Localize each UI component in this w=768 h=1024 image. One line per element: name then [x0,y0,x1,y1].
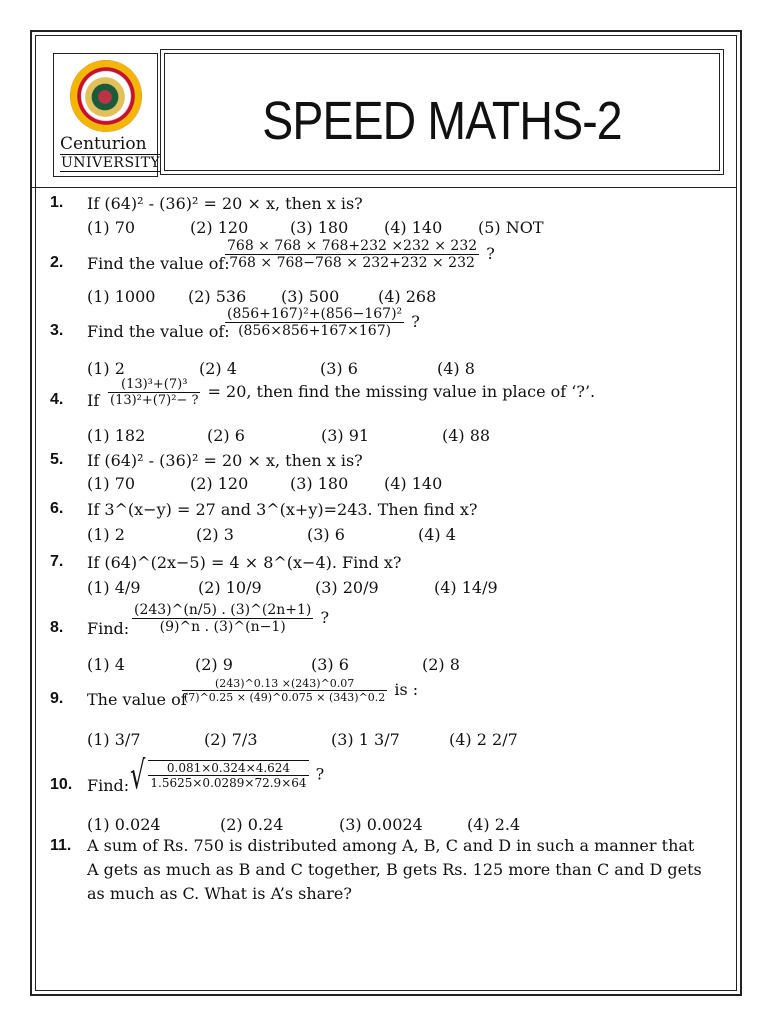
option: (2) 10/9 [198,578,262,597]
denominator: 1.5625×0.0289×72.9×64 [150,776,307,790]
option: (4) 140 [384,474,443,493]
option: (4) 4 [418,525,456,544]
question-suffix: ? [315,764,325,784]
option: (4) 268 [378,287,437,306]
header-divider [31,187,737,188]
option: (1) 1000 [87,287,156,306]
question-number: 7. [50,553,64,570]
denominator: (13)²+(7)²− ? [110,393,199,408]
question-suffix: ? [320,608,330,627]
option: (3) 500 [281,287,340,306]
fraction [223,238,495,271]
option: (3) 91 [321,426,370,445]
option: (1) 70 [87,474,136,493]
option: (3) 0.0024 [339,815,423,834]
option: (1) 182 [87,426,146,445]
question-number: 9. [50,690,64,707]
option: (1) 4 [87,655,125,674]
option: (2) 0.24 [220,815,284,834]
question-suffix: ? [411,312,420,331]
option: (3) 6 [307,525,345,544]
option: (3) 6 [320,359,358,378]
denominator: (9)^n . (3)^(n−1) [159,619,286,635]
question-number: 4. [50,391,64,408]
fraction [223,306,420,339]
fraction [130,752,325,798]
question-number: 1. [50,194,64,211]
denominator: (7)^0.25 × (49)^0.075 × (343)^0.2 [184,691,386,704]
denominator: (856×856+167×167) [238,323,392,339]
option: (3) 1 3/7 [331,730,400,749]
option: (1) 2 [87,525,125,544]
logo-text-line1: Centurion [60,134,147,154]
fraction [106,377,595,408]
title-box [164,53,720,171]
option: (2) 120 [190,474,249,493]
option: (2) 4 [199,359,237,378]
option: (2) 6 [207,426,245,445]
question-number: 3. [50,322,64,339]
question-prefix: If [87,391,100,410]
question-suffix: = 20, then find the missing value in place of ‘?’. [207,382,596,401]
question-prefix: Find: [87,619,130,638]
option: (2) 536 [188,287,247,306]
denominator: 768 × 768−768 × 232+232 × 232 [229,255,475,271]
option: (1) 3/7 [87,730,141,749]
option: (3) 6 [311,655,349,674]
question-prefix: Find: [87,776,130,795]
numerator: (243)^(n/5) . (3)^(2n+1) [134,602,312,618]
option: (1) 0.024 [87,815,161,834]
option: (3) 180 [290,218,349,237]
option: (1) 70 [87,218,136,237]
question-prefix: Find the value of: [87,322,230,341]
question-suffix: is : [394,680,419,699]
question-number: 6. [50,500,64,517]
question-number: 10. [50,776,73,793]
fraction [180,677,418,704]
option: (3) 20/9 [315,578,379,597]
option: (4) 2 2/7 [449,730,518,749]
question-number: 11. [50,837,72,854]
numerator: (243)^0.13 ×(243)^0.07 [182,677,387,691]
question-number: 8. [50,619,64,636]
question-number: 5. [50,451,64,468]
fraction [130,602,329,635]
option: (5) NOT [478,218,544,237]
question-text: If (64)² - (36)² = 20 × x, then x is? [87,194,363,213]
option: (2) 7/3 [204,730,258,749]
square-root-icon: √ [130,752,146,798]
question-text: If (64)^(2x−5) = 4 × 8^(x−4). Find x? [87,553,402,572]
option: (4) 140 [384,218,443,237]
option: (1) 2 [87,359,125,378]
option: (3) 180 [290,474,349,493]
numerator: (13)³+(7)³ [108,377,200,393]
option: (4) 14/9 [434,578,498,597]
logo-box [53,53,161,177]
question-prefix: Find the value of: [87,254,230,273]
question-number: 2. [50,254,64,271]
question-prefix: The value of [87,690,187,709]
question-text: If (64)² - (36)² = 20 × x, then x is? [87,451,363,470]
option: (4) 88 [442,426,491,445]
option: (2) 120 [190,218,249,237]
numerator: 0.081×0.324×4.624 [148,761,308,776]
option: (4) 2.4 [467,815,521,834]
numerator: (856+167)²+(856−167)² [227,306,403,322]
question-suffix: ? [486,244,495,263]
question-text: A sum of Rs. 750 is distributed among A, B, C and D in such a manner that A gets as much as B and C together, B gets Rs. 125 more than C and D gets as much as C. What is A’s share? [87,836,702,903]
numerator: 768 × 768 × 768+232 ×232 × 232 [227,238,478,254]
page-title: SPEED MATHS-2 [262,91,622,151]
option: (2) 9 [195,655,233,674]
seal-emblem-icon [82,74,128,120]
option: (2) 3 [196,525,234,544]
logo-text-line2: UNIVERSITY [61,155,161,171]
option: (4) 8 [437,359,475,378]
option: (1) 4/9 [87,578,141,597]
option: (2) 8 [422,655,460,674]
question-text: If 3^(x−y) = 27 and 3^(x+y)=243. Then find x? [87,500,478,519]
